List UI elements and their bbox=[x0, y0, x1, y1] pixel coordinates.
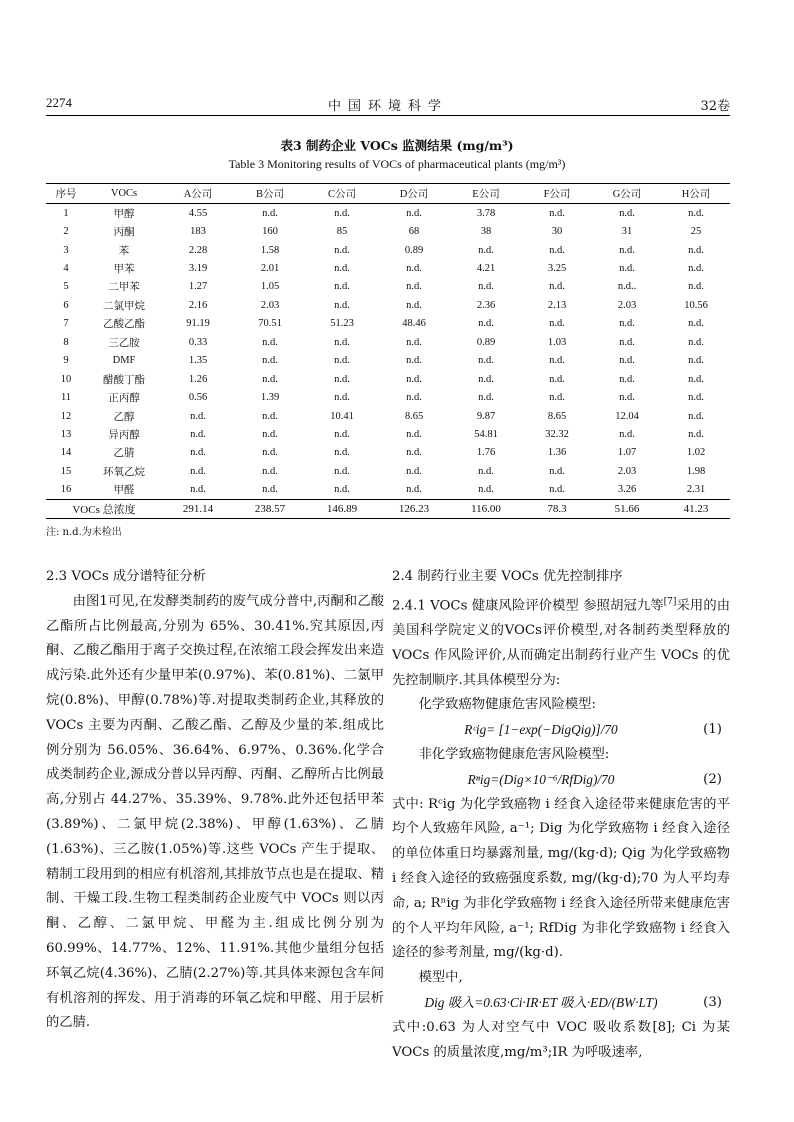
table-cell: 51.23 bbox=[330, 318, 354, 330]
table-cell: n.d. bbox=[688, 336, 704, 348]
formula-1-label: 化学致癌物健康危害风险模型: bbox=[418, 697, 596, 713]
table-cell: n.d. bbox=[478, 244, 494, 256]
column-header: E公司 bbox=[450, 184, 522, 204]
table-cell: n.d. bbox=[619, 392, 635, 404]
table-cell: n.d. bbox=[262, 428, 278, 440]
formula-2 bbox=[392, 768, 730, 793]
table-cell: 1.76 bbox=[476, 447, 496, 459]
formula-3-explanation: 式中:0.63 为人对空气中 VOC 吸收系数[8]; Ci 为某 VOCs 的质量浓度,mg/m³;IR 为呼吸速率, bbox=[392, 1019, 730, 1060]
table-cell: 2.03 bbox=[617, 465, 637, 477]
table-row bbox=[46, 204, 730, 223]
table-cell: n.d. bbox=[619, 428, 635, 440]
table-cell: n.d.. bbox=[617, 281, 637, 293]
total-cell: 51.66 bbox=[592, 500, 662, 519]
table-cell: n.d. bbox=[478, 318, 494, 330]
table-cell: n.d. bbox=[262, 336, 278, 348]
table-row bbox=[46, 481, 730, 500]
table-cell: n.d. bbox=[619, 336, 635, 348]
table-cell: n.d. bbox=[406, 207, 422, 219]
table-cell: 1.39 bbox=[260, 392, 280, 404]
table-cell: n.d. bbox=[334, 281, 350, 293]
table-row bbox=[46, 333, 730, 351]
table-cell: 10 bbox=[60, 373, 72, 385]
table-cell: 乙酸乙酯 bbox=[103, 319, 145, 331]
table-cell: 1.98 bbox=[686, 465, 706, 477]
table-cell: 48.46 bbox=[402, 318, 426, 330]
header-rule bbox=[46, 115, 730, 116]
table-cell: n.d. bbox=[190, 428, 206, 440]
table-row bbox=[46, 222, 730, 240]
voc-results-table bbox=[46, 183, 730, 519]
table-cell: n.d. bbox=[549, 373, 565, 385]
table-cell: 1.07 bbox=[617, 447, 637, 459]
table-cell: 5 bbox=[63, 281, 69, 293]
table-row bbox=[46, 352, 730, 370]
table-cell: 68 bbox=[408, 226, 420, 238]
table-cell: n.d. bbox=[262, 410, 278, 422]
formula-1 bbox=[392, 718, 730, 743]
column-header: B公司 bbox=[234, 184, 306, 204]
table-cell: n.d. bbox=[549, 244, 565, 256]
table-cell: 12.04 bbox=[615, 410, 639, 422]
column-header: C公司 bbox=[306, 184, 378, 204]
table-cell: 4.21 bbox=[476, 263, 496, 275]
table-cell: 0.56 bbox=[188, 392, 208, 404]
table-cell: 2.03 bbox=[617, 299, 637, 311]
running-header bbox=[46, 95, 730, 115]
table-cell: 8.65 bbox=[404, 410, 424, 422]
table-cell: n.d. bbox=[334, 392, 350, 404]
table-cell: 二甲苯 bbox=[108, 282, 140, 294]
table-cell: n.d. bbox=[549, 355, 565, 367]
column-header: 序号 bbox=[46, 184, 86, 204]
table-cell: 乙腈 bbox=[113, 448, 135, 460]
table-cell: n.d. bbox=[262, 207, 278, 219]
table-cell: n.d. bbox=[334, 299, 350, 311]
table-cell: n.d. bbox=[262, 373, 278, 385]
table-cell: 70.51 bbox=[258, 318, 282, 330]
table-cell: 醋酸丁酯 bbox=[103, 374, 145, 386]
table-cell: n.d. bbox=[190, 447, 206, 459]
table-cell: n.d. bbox=[406, 263, 422, 275]
table-cell: 二氯甲烷 bbox=[103, 300, 145, 312]
total-row bbox=[46, 500, 730, 519]
table-cell: 甲醛 bbox=[113, 485, 135, 497]
table-cell: 3.26 bbox=[617, 484, 637, 496]
table-cell: n.d. bbox=[688, 355, 704, 367]
table-cell: 丙酮 bbox=[113, 227, 135, 239]
table-cell: 1 bbox=[63, 207, 69, 219]
table-cell: n.d. bbox=[190, 484, 206, 496]
table-cell: n.d. bbox=[334, 207, 350, 219]
table-cell: n.d. bbox=[549, 465, 565, 477]
table-cell: n.d. bbox=[334, 355, 350, 367]
table-cell: n.d. bbox=[406, 281, 422, 293]
table-cell: n.d. bbox=[334, 336, 350, 348]
total-cell: 291.14 bbox=[162, 500, 234, 519]
table-cell: n.d. bbox=[688, 263, 704, 275]
table-cell: n.d. bbox=[262, 447, 278, 459]
table-cell: 甲苯 bbox=[113, 264, 135, 276]
table-header-row bbox=[46, 184, 730, 204]
table-row bbox=[46, 388, 730, 406]
table-cell: n.d. bbox=[334, 465, 350, 477]
table-cell: n.d. bbox=[688, 373, 704, 385]
table-row bbox=[46, 315, 730, 333]
table-cell: n.d. bbox=[334, 428, 350, 440]
table-cell: 2.01 bbox=[260, 263, 280, 275]
table-cell: 11 bbox=[60, 392, 72, 404]
table-cell: 0.89 bbox=[404, 244, 424, 256]
table-row bbox=[46, 462, 730, 480]
table-cell: n.d. bbox=[478, 373, 494, 385]
table-cell: 25 bbox=[690, 226, 702, 238]
formula-explanation: 式中: Rᶜig 为化学致癌物 i 经食入途径带来健康危害的平均个人致癌年风险, a⁻¹; Dig 为化学致癌物 i 经食入途径的单位体重日均暴露剂量, mg/(kg·d); Qig 为化学致癌物 i 经食入途径的致癌强度系数, mg/(kg·d);70 为人平均寿命, a; Rⁿig 为非化学致癌物 i 经食入途径所带来健康危害的个人平均年风险, a⁻¹; RfDig 为非化学致癌物 i 经食入途径的参考剂量, mg/(kg·d). bbox=[392, 796, 730, 961]
table-cell: 16 bbox=[60, 484, 72, 496]
paragraph-text: 采用的由美国科学院定义的VOCs评价模型,对各制药类型释放的 VOCs 作风险评价,从而确定出制药行业产生 VOCs 的优先控制顺序.其具体模型分为: bbox=[392, 598, 731, 688]
total-cell: 126.23 bbox=[378, 500, 450, 519]
table-cell: n.d. bbox=[688, 392, 704, 404]
table-row bbox=[46, 241, 730, 259]
table-row bbox=[46, 278, 730, 296]
table-cell: 1.36 bbox=[547, 447, 567, 459]
table-cell: 4 bbox=[63, 263, 69, 275]
section-heading-2-4: 2.4 制药行业主要 VOCs 优先控制排序 bbox=[392, 569, 623, 584]
table-cell: 6 bbox=[63, 299, 69, 311]
table-row bbox=[46, 425, 730, 443]
table-row bbox=[46, 407, 730, 425]
table-cell: n.d. bbox=[688, 428, 704, 440]
table-cell: n.d. bbox=[688, 207, 704, 219]
table-cell: n.d. bbox=[619, 373, 635, 385]
left-column bbox=[46, 565, 384, 1036]
table-cell: n.d. bbox=[406, 428, 422, 440]
subsection-lead: 2.4.1 VOCs 健康风险评价模型 参照胡冠九等 bbox=[392, 598, 664, 614]
table-cell: 9 bbox=[63, 355, 69, 367]
table-cell: n.d. bbox=[619, 207, 635, 219]
table-cell: 2.16 bbox=[188, 299, 208, 311]
table-cell: 9.87 bbox=[476, 410, 496, 422]
total-cell: 238.57 bbox=[234, 500, 306, 519]
table-cell: n.d. bbox=[478, 392, 494, 404]
total-cell: 78.3 bbox=[522, 500, 592, 519]
column-header: H公司 bbox=[662, 184, 730, 204]
table-cell: 4.55 bbox=[188, 207, 208, 219]
volume: 32卷 bbox=[700, 99, 730, 114]
table-cell: 3.78 bbox=[476, 207, 496, 219]
table-cell: n.d. bbox=[688, 244, 704, 256]
table-cell: 苯 bbox=[118, 245, 130, 257]
formula-2-label: 非化学致癌物健康危害风险模型: bbox=[418, 747, 610, 762]
table-cell: 54.81 bbox=[474, 428, 498, 440]
table-cell: n.d. bbox=[478, 355, 494, 367]
table-cell: 2.03 bbox=[260, 299, 280, 311]
table-cell: n.d. bbox=[619, 318, 635, 330]
table-cell: n.d. bbox=[549, 207, 565, 219]
table-row bbox=[46, 259, 730, 277]
table-cell: n.d. bbox=[478, 484, 494, 496]
formula-2-number: (2) bbox=[703, 771, 722, 787]
table-cell: DMF bbox=[112, 355, 136, 367]
column-header: G公司 bbox=[592, 184, 662, 204]
table-cell: n.d. bbox=[334, 244, 350, 256]
table-cell: 85 bbox=[336, 226, 348, 238]
formula-3 bbox=[392, 991, 730, 1016]
right-column bbox=[392, 565, 730, 1065]
journal-name: 中国环境科学 bbox=[327, 99, 448, 114]
table-cell: 14 bbox=[60, 447, 72, 459]
table-cell: n.d. bbox=[406, 447, 422, 459]
table-cell: 7 bbox=[63, 318, 69, 330]
table-row bbox=[46, 296, 730, 314]
table-caption-en: Table 3 Monitoring results of VOCs of pharmaceutical plants (mg/m³) bbox=[228, 157, 566, 171]
column-header: A公司 bbox=[162, 184, 234, 204]
table-cell: 乙醇 bbox=[113, 411, 135, 423]
citation-ref: [7] bbox=[663, 596, 677, 607]
table-cell: 91.19 bbox=[186, 318, 210, 330]
model-intro: 模型中, bbox=[418, 970, 463, 986]
table-cell: n.d. bbox=[262, 355, 278, 367]
table-cell: 32.32 bbox=[545, 428, 569, 440]
table-cell: 38 bbox=[480, 226, 492, 238]
table-cell: 30 bbox=[551, 226, 563, 238]
table-note: 注: n.d.为未检出 bbox=[46, 527, 122, 538]
table-cell: 183 bbox=[190, 226, 206, 238]
table-cell: n.d. bbox=[262, 484, 278, 496]
table-cell: 0.33 bbox=[188, 336, 208, 348]
table-cell: 8 bbox=[63, 336, 69, 348]
table-cell: n.d. bbox=[406, 392, 422, 404]
table-cell: n.d. bbox=[619, 355, 635, 367]
table-cell: n.d. bbox=[619, 244, 635, 256]
table-row bbox=[46, 444, 730, 462]
table-cell: n.d. bbox=[619, 263, 635, 275]
table-cell: n.d. bbox=[406, 484, 422, 496]
formula-1-number: (1) bbox=[703, 722, 722, 738]
table-cell: n.d. bbox=[478, 281, 494, 293]
table-cell: n.d. bbox=[688, 318, 704, 330]
total-label: VOCs 总浓度 bbox=[46, 500, 162, 519]
table-cell: n.d. bbox=[549, 281, 565, 293]
column-header: VOCs bbox=[86, 184, 162, 204]
page-number: 2274 bbox=[46, 95, 72, 110]
table-cell: 正丙醇 bbox=[108, 393, 140, 405]
total-cell: 146.89 bbox=[306, 500, 378, 519]
column-header: F公司 bbox=[522, 184, 592, 204]
section-heading-2-3: 2.3 VOCs 成分谱特征分析 bbox=[46, 569, 206, 584]
table-cell: n.d. bbox=[549, 392, 565, 404]
table-row bbox=[46, 370, 730, 388]
table-cell: 12 bbox=[60, 410, 72, 422]
table-cell: 13 bbox=[60, 428, 72, 440]
table-cell: n.d. bbox=[334, 447, 350, 459]
table-cell: n.d. bbox=[688, 410, 704, 422]
table-caption-cn: 表3 制药企业 VOCs 监测结果 (mg/m³) bbox=[280, 138, 514, 153]
table-cell: 1.58 bbox=[260, 244, 280, 256]
table-cell: n.d. bbox=[406, 355, 422, 367]
table-cell: 1.02 bbox=[686, 447, 706, 459]
formula-3-expression: Dig 吸入=0.63·Ci·IR·ET 吸入·ED/(BW·LT) bbox=[424, 994, 658, 1010]
table-cell: n.d. bbox=[478, 465, 494, 477]
table-cell: 环氧乙烷 bbox=[103, 466, 145, 478]
table-cell: 1.27 bbox=[188, 281, 208, 293]
table-cell: 160 bbox=[262, 226, 278, 238]
total-cell: 116.00 bbox=[450, 500, 522, 519]
table-cell: 2 bbox=[63, 226, 69, 238]
table-cell: 3.19 bbox=[188, 263, 208, 275]
formula-2-expression: Rⁿig=(Dig×10⁻⁶/RfDig)/70 bbox=[467, 771, 615, 787]
table-cell: 31 bbox=[621, 226, 633, 238]
table-cell: 三乙胺 bbox=[108, 337, 140, 349]
formula-3-number: (3) bbox=[703, 994, 722, 1010]
table-cell: 2.31 bbox=[686, 484, 706, 496]
table-cell: 2.28 bbox=[188, 244, 208, 256]
table-cell: 0.89 bbox=[476, 336, 496, 348]
table-cell: 异丙醇 bbox=[108, 429, 140, 441]
table-cell: n.d. bbox=[334, 484, 350, 496]
table-cell: 甲醇 bbox=[113, 208, 135, 220]
table-cell: n.d. bbox=[549, 484, 565, 496]
table-cell: 1.05 bbox=[260, 281, 280, 293]
table-cell: 3 bbox=[63, 244, 69, 256]
table-cell: n.d. bbox=[406, 299, 422, 311]
table-cell: n.d. bbox=[406, 336, 422, 348]
table-cell: 2.36 bbox=[476, 299, 496, 311]
table-cell: n.d. bbox=[334, 263, 350, 275]
section-2-3-paragraph: 由图1可见,在发酵类制药的废气成分普中,丙酮和乙酸乙酯所占比例最高,分别为 65%、30.41%.究其原因,丙酮、乙酸乙酯用于离子交换过程,在浓缩工段会挥发出来造成污染.此外还有少量甲苯(0.97%)、苯(0.81%)、二氯甲烷(0.8%)、甲醇(0.78%)等.对提取类制药企业,其释放的 VOCs 主要为丙酮、乙酸乙酯、乙醇及少量的苯.组成比例分别为 56.05%、36.64%、6.97%、0.36%.化学合成类制药企业,源成分普以异丙醇、丙酮、乙醇所占比例最高,分别占 44.27%、35.39%、9.78%.此外还包括甲苯(3.89%)、二氯甲烷(2.38%)、甲醇(1.63%)、乙腈(1.63%)、三乙胺(1.05%)等.这些 VOCs 产生于提取、精制工段用到的相应有机溶剂,其排放节点也是在提取、精制、干燥工段.生物工程类制药企业废气中 VOCs 则以丙酮、乙醇、二氯甲烷、甲醛为主.组成比例分别为 60.99%、14.77%、12%、11.91%.其他少量组分包括环氧乙烷(4.36%)、乙腈(2.27%)等.其具体来源包含车间有机溶剂的挥发、用于消毒的环氧乙烷和甲醛、用于层析的乙腈. bbox=[46, 593, 384, 1031]
table-cell: 2.13 bbox=[547, 299, 567, 311]
table-cell: 1.35 bbox=[188, 355, 208, 367]
table-cell: 15 bbox=[60, 465, 72, 477]
table-body bbox=[46, 204, 730, 519]
section-2-4-1-paragraph bbox=[392, 590, 730, 694]
table-cell: n.d. bbox=[406, 373, 422, 385]
table-cell: 3.25 bbox=[547, 263, 567, 275]
column-header: D公司 bbox=[378, 184, 450, 204]
table-cell: n.d. bbox=[334, 373, 350, 385]
table-cell: n.d. bbox=[688, 281, 704, 293]
table-cell: 10.56 bbox=[684, 299, 708, 311]
table-cell: 8.65 bbox=[547, 410, 567, 422]
table-cell: 10.41 bbox=[330, 410, 354, 422]
table-cell: n.d. bbox=[190, 465, 206, 477]
table-cell: n.d. bbox=[549, 318, 565, 330]
table-cell: n.d. bbox=[406, 465, 422, 477]
total-cell: 41.23 bbox=[662, 500, 730, 519]
table-cell: n.d. bbox=[262, 465, 278, 477]
formula-1-expression: Rᶜig= [1−exp(−DigQig)]/70 bbox=[464, 722, 618, 738]
table-cell: 1.26 bbox=[188, 373, 208, 385]
table-cell: 1.03 bbox=[547, 336, 567, 348]
table-cell: n.d. bbox=[190, 410, 206, 422]
